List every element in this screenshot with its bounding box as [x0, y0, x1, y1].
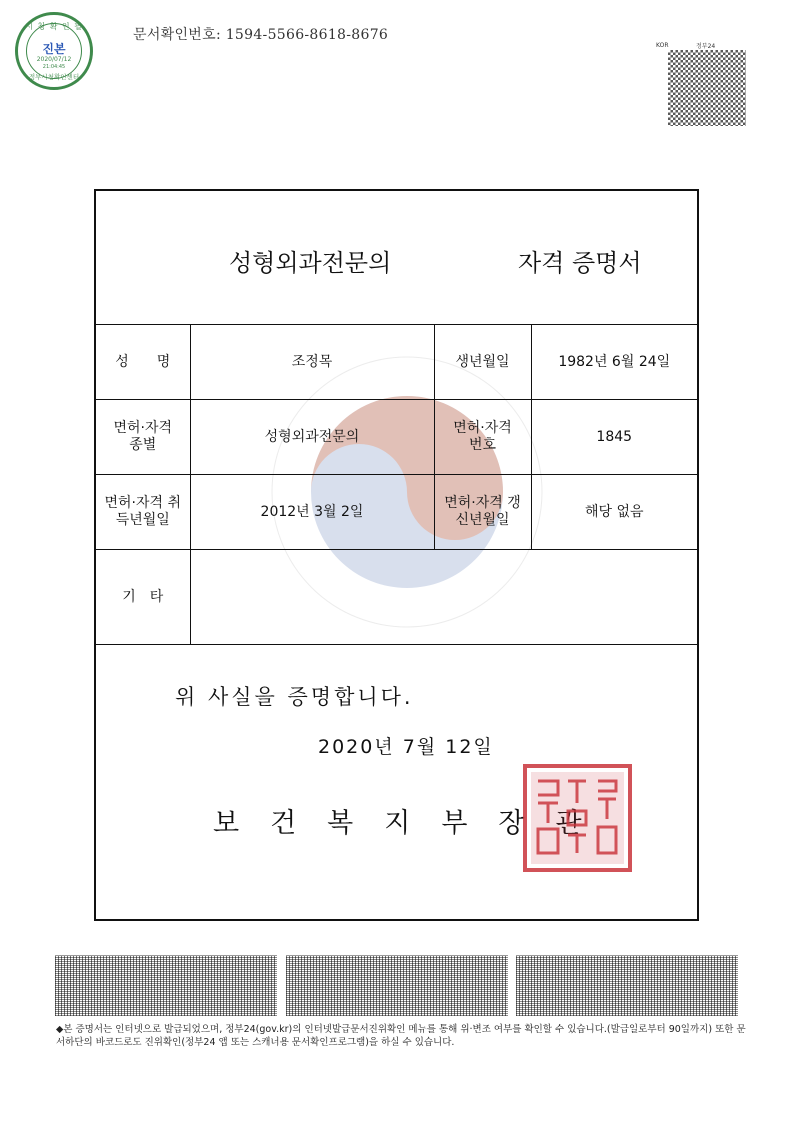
- name-value: 조정목: [190, 325, 434, 400]
- verification-barcode[interactable]: [516, 955, 738, 1016]
- license-type-value: 성형외과전문의: [190, 400, 434, 475]
- renewal-date-label: 면허·자격 갱신년월일: [434, 475, 531, 550]
- renewal-date-value: 해당 없음: [531, 475, 697, 550]
- certificate-frame: [94, 189, 699, 921]
- title-specialty: 성형외과전문의: [229, 249, 392, 277]
- qr-brand: 정부24: [696, 43, 716, 50]
- license-number-label: 면허·자격 번호: [434, 400, 531, 475]
- table-row: [96, 475, 697, 550]
- issue-date: 2020년 7월 12일: [318, 736, 494, 758]
- table-row: [96, 550, 697, 645]
- seal-bottom-text: 정부시청확인센터: [28, 73, 80, 81]
- table-row: [96, 400, 697, 475]
- seal-top-text: 시 청 확 인 필: [25, 22, 83, 31]
- name-label: 성 명: [96, 325, 190, 400]
- license-number-value: 1845: [531, 400, 697, 475]
- table-row: [96, 325, 697, 400]
- remarks-label: 기 타: [96, 550, 190, 645]
- remarks-value: [190, 550, 697, 645]
- certification-statement: 위 사실을 증명합니다.: [175, 685, 414, 709]
- verification-barcode[interactable]: [286, 955, 508, 1016]
- acquired-date-label: 면허·자격 취득년월일: [96, 475, 190, 550]
- seal-time: 21:04:45: [42, 64, 66, 70]
- info-table: [96, 324, 697, 645]
- acquired-date-value: 2012년 3월 2일: [190, 475, 434, 550]
- seal-date: 2020/07/12: [36, 56, 72, 63]
- qr-code[interactable]: [656, 40, 748, 126]
- seal-center-text: 진본: [42, 42, 66, 56]
- issuer-name: 보건복지부장관: [213, 808, 613, 839]
- qr-pattern: [668, 50, 746, 126]
- official-seal-stamp: [522, 763, 633, 873]
- document-number: 문서확인번호: 1594-5566-8618-8676: [133, 27, 389, 43]
- birthdate-label: 생년월일: [434, 325, 531, 400]
- authenticity-notice: ◆본 증명서는 인터넷으로 발급되었으며, 정부24(gov.kr)의 인터넷발급문서진위확인 메뉴를 통해 위·변조 여부를 확인할 수 있습니다.(발급일로부터 90일까지) 또한 문서하단의 바코드로도 진위확인(정부24 앱 또는 스캐너용 문서확인프로그램)을 하실 수 있습니다.: [56, 1024, 746, 1048]
- title-certificate: 자격 증명서: [518, 249, 642, 277]
- license-type-label: 면허·자격 종별: [96, 400, 190, 475]
- qr-logo: KOR: [656, 42, 669, 49]
- verification-seal: [15, 12, 93, 90]
- certificate-title: [96, 191, 697, 325]
- verification-barcode[interactable]: [55, 955, 277, 1016]
- birthdate-value: 1982년 6월 24일: [531, 325, 697, 400]
